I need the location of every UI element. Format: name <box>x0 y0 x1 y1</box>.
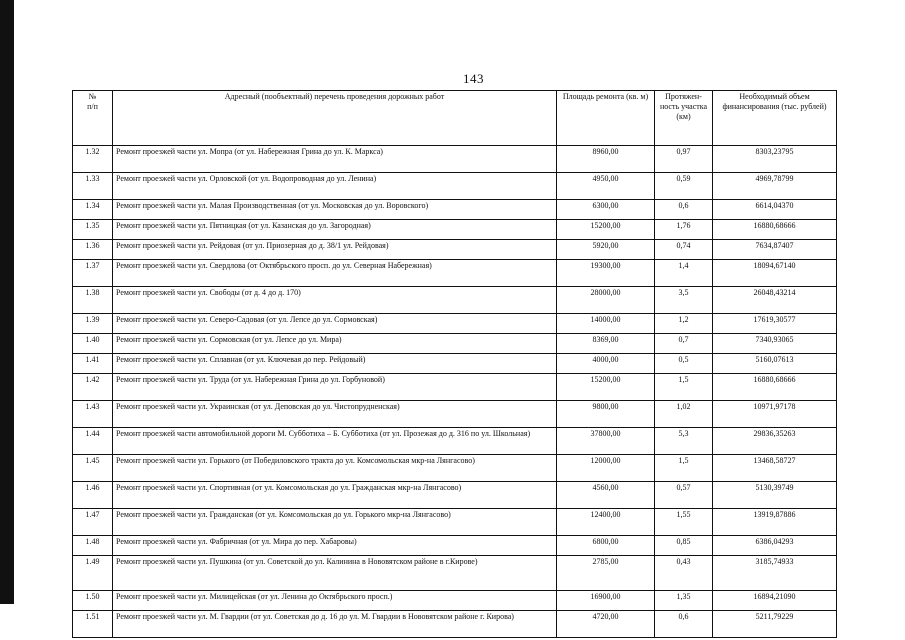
table-row <box>73 240 837 260</box>
row-address: Ремонт проезжей части ул. Милицейская (от ул. Ленина до Октябрьского просп.) <box>113 591 557 611</box>
row-area: 2785,00 <box>557 556 655 591</box>
row-funding: 16880,68666 <box>713 374 837 401</box>
row-address: Ремонт проезжей части ул. Орловской (от ул. Водопроводная до ул. Ленина) <box>113 173 557 200</box>
table-row <box>73 260 837 287</box>
table-row <box>73 354 837 374</box>
row-length: 1,5 <box>655 455 713 482</box>
row-funding: 8303,23795 <box>713 146 837 173</box>
row-funding: 16880,68666 <box>713 220 837 240</box>
row-area: 5920,00 <box>557 240 655 260</box>
row-area: 14000,00 <box>557 314 655 334</box>
row-area: 9800,00 <box>557 401 655 428</box>
row-area: 37800,00 <box>557 428 655 455</box>
row-address: Ремонт проезжей части ул. Пятницкая (от ул. Казанская до ул. Загородная) <box>113 220 557 240</box>
row-num: 1.35 <box>73 220 113 240</box>
row-funding: 10971,97178 <box>713 401 837 428</box>
row-funding: 5160,07613 <box>713 354 837 374</box>
row-area: 4950,00 <box>557 173 655 200</box>
scan-edge-bar <box>0 0 14 604</box>
table-row <box>73 173 837 200</box>
row-length: 0,6 <box>655 200 713 220</box>
row-length: 0,59 <box>655 173 713 200</box>
row-num: 1.40 <box>73 334 113 354</box>
row-area: 4000,00 <box>557 354 655 374</box>
row-funding: 16894,21090 <box>713 591 837 611</box>
row-address: Ремонт проезжей части ул. Спортивная (от ул. Комсомольская до ул. Гражданская мкр-на Лянгасово) <box>113 482 557 509</box>
row-length: 0,7 <box>655 334 713 354</box>
row-funding: 13919,87886 <box>713 509 837 536</box>
table-row <box>73 428 837 455</box>
row-funding: 3185,74933 <box>713 556 837 591</box>
row-length: 0,5 <box>655 354 713 374</box>
row-area: 4560,00 <box>557 482 655 509</box>
header-length: Протяжен-ность участка (км) <box>655 91 713 146</box>
table-row <box>73 401 837 428</box>
road-works-table <box>72 90 837 638</box>
table-row <box>73 314 837 334</box>
row-num: 1.48 <box>73 536 113 556</box>
row-num: 1.41 <box>73 354 113 374</box>
row-funding: 6614,04370 <box>713 200 837 220</box>
row-length: 1,2 <box>655 314 713 334</box>
row-area: 8369,00 <box>557 334 655 354</box>
table-row <box>73 334 837 354</box>
row-length: 0,57 <box>655 482 713 509</box>
row-area: 28000,00 <box>557 287 655 314</box>
header-area: Площадь ремонта (кв. м) <box>557 91 655 146</box>
row-area: 15200,00 <box>557 374 655 401</box>
header-num: № п/п <box>73 91 113 146</box>
row-address: Ремонт проезжей части автомобильной дороги М. Субботиха – Б. Субботиха (от ул. Прозежая до д. 316 по ул. Школьная) <box>113 428 557 455</box>
row-length: 1,4 <box>655 260 713 287</box>
row-num: 1.34 <box>73 200 113 220</box>
row-num: 1.32 <box>73 146 113 173</box>
row-num: 1.42 <box>73 374 113 401</box>
row-area: 19300,00 <box>557 260 655 287</box>
row-num: 1.49 <box>73 556 113 591</box>
row-num: 1.39 <box>73 314 113 334</box>
row-length: 5,3 <box>655 428 713 455</box>
row-address: Ремонт проезжей части ул. Северо-Садовая (от ул. Лепсе до ул. Сормовская) <box>113 314 557 334</box>
row-address: Ремонт проезжей части ул. Свердлова (от Октябрьского просп. до ул. Северная Набережная) <box>113 260 557 287</box>
row-length: 3,5 <box>655 287 713 314</box>
row-funding: 6386,04293 <box>713 536 837 556</box>
row-funding: 26048,43214 <box>713 287 837 314</box>
row-funding: 29836,35263 <box>713 428 837 455</box>
table-row <box>73 556 837 591</box>
row-address: Ремонт проезжей части ул. Украинская (от ул. Деповская до ул. Чистопрудненская) <box>113 401 557 428</box>
row-num: 1.43 <box>73 401 113 428</box>
table-row <box>73 220 837 240</box>
row-funding: 7634,87407 <box>713 240 837 260</box>
row-length: 1,35 <box>655 591 713 611</box>
row-address: Ремонт проезжей части ул. Мопра (от ул. Набережная Грина до ул. К. Маркса) <box>113 146 557 173</box>
row-num: 1.44 <box>73 428 113 455</box>
row-address: Ремонт проезжей части ул. Сормовская (от ул. Лепсе до ул. Мира) <box>113 334 557 354</box>
table-row <box>73 591 837 611</box>
row-area: 16900,00 <box>557 591 655 611</box>
row-address: Ремонт проезжей части ул. Пушкина (от ул. Советской до ул. Калинина в Нововятском районе в г.Кирове) <box>113 556 557 591</box>
row-length: 0,97 <box>655 146 713 173</box>
row-num: 1.37 <box>73 260 113 287</box>
table-row <box>73 509 837 536</box>
row-length: 0,74 <box>655 240 713 260</box>
row-length: 0,43 <box>655 556 713 591</box>
row-funding: 18094,67140 <box>713 260 837 287</box>
row-funding: 17619,30577 <box>713 314 837 334</box>
row-length: 1,5 <box>655 374 713 401</box>
row-address: Ремонт проезжей части ул. Сплавная (от ул. Ключевая до пер. Рейдовый) <box>113 354 557 374</box>
header-address: Адресный (пообъектный) перечень проведения дорожных работ <box>113 91 557 146</box>
row-area: 6300,00 <box>557 200 655 220</box>
row-area: 8960,00 <box>557 146 655 173</box>
row-address: Ремонт проезжей части ул. Рейдовая (от ул. Приозерная до д. 38/1 ул. Рейдовая) <box>113 240 557 260</box>
row-address: Ремонт проезжей части ул. Свободы (от д. 4 до д. 170) <box>113 287 557 314</box>
row-address: Ремонт проезжей части ул. Малая Производственная (от ул. Московская до ул. Воровского) <box>113 200 557 220</box>
table-row <box>73 287 837 314</box>
row-num: 1.51 <box>73 611 113 638</box>
row-address: Ремонт проезжей части ул. М. Гвардии (от ул. Советская до д. 16 до ул. М. Гвардии в Нововятском районе г. Кирова) <box>113 611 557 638</box>
row-length: 1,76 <box>655 220 713 240</box>
table-row <box>73 455 837 482</box>
row-address: Ремонт проезжей части ул. Горького (от Победиловского тракта до ул. Комсомольская мкр-на Лянгасово) <box>113 455 557 482</box>
header-funding: Необходимый объем финансирования (тыс. рублей) <box>713 91 837 146</box>
row-address: Ремонт проезжей части ул. Труда (от ул. Набережная Грина до ул. Горбуновой) <box>113 374 557 401</box>
row-funding: 5211,79229 <box>713 611 837 638</box>
table-row <box>73 536 837 556</box>
row-num: 1.33 <box>73 173 113 200</box>
table-header-row <box>73 91 837 146</box>
row-funding: 13468,58727 <box>713 455 837 482</box>
table-row <box>73 611 837 638</box>
row-area: 4720,00 <box>557 611 655 638</box>
row-area: 12000,00 <box>557 455 655 482</box>
row-address: Ремонт проезжей части ул. Гражданская (от ул. Комсомольская до ул. Горького мкр-на Лянгасово) <box>113 509 557 536</box>
row-length: 1,02 <box>655 401 713 428</box>
row-num: 1.38 <box>73 287 113 314</box>
table-row <box>73 482 837 509</box>
page-number: 143 <box>463 71 484 86</box>
table-row <box>73 374 837 401</box>
row-num: 1.45 <box>73 455 113 482</box>
row-length: 1,55 <box>655 509 713 536</box>
row-funding: 7340,93065 <box>713 334 837 354</box>
row-area: 12400,00 <box>557 509 655 536</box>
table-row <box>73 200 837 220</box>
row-funding: 4969,78799 <box>713 173 837 200</box>
row-length: 0,85 <box>655 536 713 556</box>
row-address: Ремонт проезжей части ул. Фабричная (от ул. Мира до пер. Хабаровы) <box>113 536 557 556</box>
row-area: 15200,00 <box>557 220 655 240</box>
table-row <box>73 146 837 173</box>
row-length: 0,6 <box>655 611 713 638</box>
row-area: 6800,00 <box>557 536 655 556</box>
row-num: 1.50 <box>73 591 113 611</box>
row-num: 1.36 <box>73 240 113 260</box>
row-num: 1.46 <box>73 482 113 509</box>
row-num: 1.47 <box>73 509 113 536</box>
row-funding: 5130,39749 <box>713 482 837 509</box>
